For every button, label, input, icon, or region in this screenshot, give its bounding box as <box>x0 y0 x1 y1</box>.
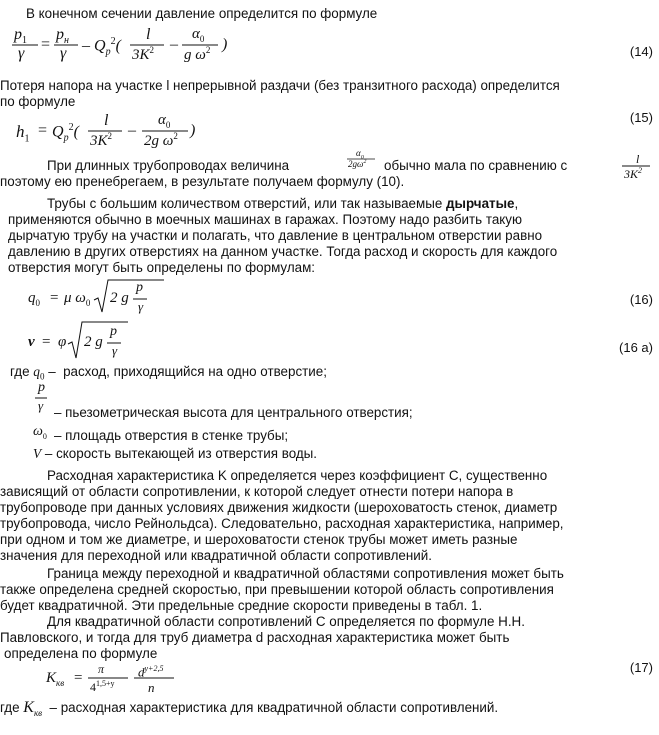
para-boundary-line1: Граница между переходной и квадратичной областями сопротивления может быть <box>47 566 564 581</box>
para-perforated-line2: применяются обычно в моечных машинах в гаражах. Поэтому надо разбить такую <box>8 212 523 227</box>
para-perforated-line1: Трубы с большим количеством отверстий, или так называемые дырчатые, <box>47 196 519 211</box>
para-intro-pressure: В конечном сечении давление определится по формуле <box>26 6 378 21</box>
para-quadratic-line3: определена по формуле <box>4 646 158 661</box>
para-boundary-line3: будет квадратичной. Эти предельные средние скорости приведены в табл. 1. <box>0 598 483 613</box>
para-head-loss-line1: Потеря напора на участке l непрерывной раздачи (без транзитного расхода) определится <box>0 78 560 93</box>
equation-16-number: (16) <box>629 292 653 307</box>
para-long-pipes-a: При длинных трубопроводах величина <box>47 158 290 173</box>
equation-15-number: (15) <box>629 110 653 125</box>
para-boundary-line2: также определена средней скоростью, при превышении которой область сопротивления <box>0 582 554 597</box>
para-perforated-line3: дырчатую трубу на участки и полагать, что давление в центральном отверстии равно <box>8 228 543 243</box>
para-flow-char-line6: значения для переходной или квадратичной области сопротивлений. <box>0 548 432 563</box>
para-flow-char-line1: Расходная характеристика K определяется через коэффициент C, существенно <box>47 468 548 483</box>
para-flow-char-line3: трубопроводе при данных условиях движения жидкости (шероховатость стенок, диаметр <box>0 500 558 515</box>
para-head-loss-line2: по формуле <box>0 94 76 109</box>
definition-kkv: где $K_{кв}$ – расходная характеристика для квадратичной области сопротивлений. <box>0 699 499 719</box>
equation-14-number: (14) <box>629 44 653 59</box>
equation-17-number: (17) <box>629 660 653 675</box>
para-flow-char-line2: зависящий от области сопротивлении, к которой следует отнести потери напора в <box>0 484 514 499</box>
para-quadratic-line1: Для квадратичной области сопротивлений C определяется по формуле Н.Н. <box>47 614 525 629</box>
para-flow-char-line4: трубопровода, число Рейнольдса). Следовательно, расходная характеристика, например, <box>0 516 564 531</box>
definition-q0: где $q_0$ – расход, приходящийся на одно отверстие; <box>10 364 327 382</box>
para-quadratic-line2: Павловского, и тогда для труб диаметра d расходная характеристика может быть <box>0 630 510 645</box>
term-perforated: дырчатые <box>446 196 515 211</box>
definition-omega: – площадь отверстия в стенке трубы; <box>54 428 289 443</box>
para-long-pipes-b: обычно мала по сравнению с <box>384 158 568 173</box>
definition-p-gamma: – пьезометрическая высота для центрального отверстия; <box>54 405 413 420</box>
para-perforated-line5: отверстия могут быть определены по формулам: <box>8 260 316 275</box>
definition-omega-symbol: $\omega_0$ <box>33 424 47 441</box>
para-flow-char-line5: при одном и том же диаметре, и шероховатости стенок трубы может иметь разные <box>0 532 518 547</box>
equation-16a-number: (16 а) <box>619 340 653 355</box>
definition-v: V – скорость вытекающей из отверстия воды. <box>33 446 318 461</box>
para-long-pipes-line2: поэтому ею пренебрегаем, в результате получаем формулу (10). <box>0 174 405 189</box>
para-perforated-line4: давлению в других отверстиях на данном участке. Тогда расход и скорость для каждого <box>8 244 558 259</box>
